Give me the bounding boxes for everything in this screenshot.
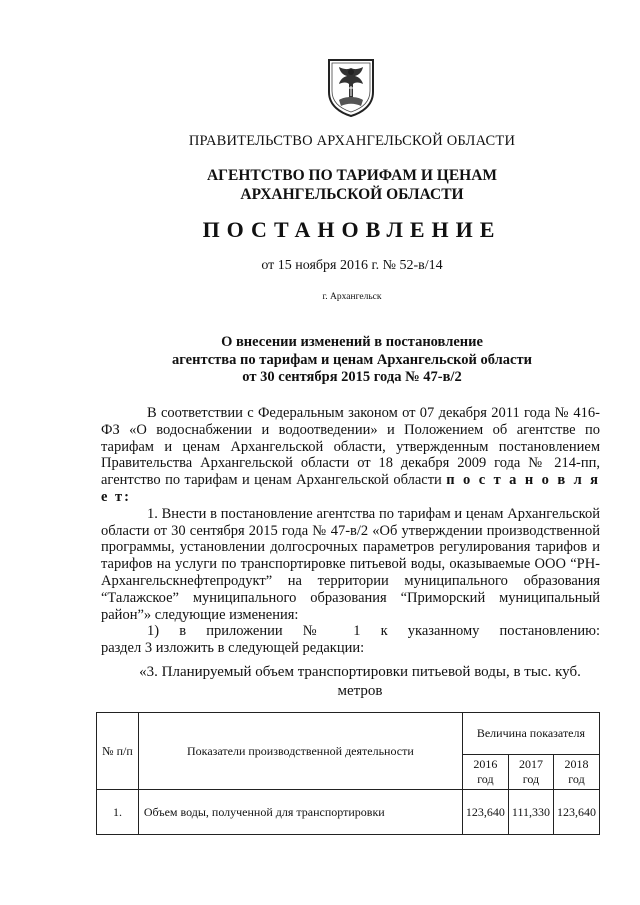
subject-line2: агентства по тарифам и ценам Архангельской области <box>172 351 532 368</box>
header-year: 2017 год <box>508 755 553 790</box>
row-value: 123,640 <box>462 790 508 835</box>
document-body <box>101 405 600 657</box>
coat-of-arms-icon <box>325 56 377 118</box>
row-value: 123,640 <box>554 790 600 835</box>
row-name: Объем воды, полученной для транспортировки <box>138 790 462 835</box>
subject-line1: О внесении изменений в постановление <box>221 334 483 350</box>
agency-name <box>0 166 640 204</box>
table-header-row <box>97 713 600 755</box>
table-row <box>97 790 600 835</box>
header-indicators: Показатели производственной деятельности <box>138 713 462 790</box>
header-year: 2018 год <box>554 755 600 790</box>
document-subject <box>0 334 640 387</box>
header-year: 2016 год <box>462 755 508 790</box>
body-paragraph-2: 1. Внести в постановление агентства по тарифам и ценам Архангельской области от 30 сентября 2015 года № 47-в/2 «Об утверждении производственной программы, установлении долгосрочных параметров регулирования тарифов и тарифов на услуги по транспортировке питьевой воды, оказываемые ООО “РН-Архангельскнефтепродукт” на территории муниципального образования “Талажское” муниципального образования “Приморский муниципальный район”» следующие изменения: <box>101 505 600 623</box>
resolution-keyword: п о с т а н о в л я е т: <box>101 472 601 505</box>
agency-name-line1: АГЕНТСТВО ПО ТАРИФАМ И ЦЕНАМ <box>206 167 498 184</box>
body-paragraph-1 <box>101 405 600 506</box>
subject-line3: от 30 сентября 2015 года № 47-в/2 <box>242 369 462 385</box>
header-value: Величина показателя <box>462 713 599 755</box>
government-name: ПРАВИТЕЛЬСТВО АРХАНГЕЛЬСКОЙ ОБЛАСТИ <box>188 133 516 149</box>
body-paragraph-3: 1) в приложении № 1 к указанному постановлению: <box>147 623 600 640</box>
agency-name-line2: АРХАНГЕЛЬСКОЙ ОБЛАСТИ <box>240 186 464 203</box>
body-paragraph-4: раздел 3 изложить в следующей редакции: <box>101 640 365 657</box>
paragraph-1-text: В соответствии с Федеральным законом от 07 декабря 2011 года № 416-ФЗ «О водоснабжении и водоотведении» и Положением об агентстве по тарифам и ценам Архангельской области, утвержденным постановлением Правительства Архангельской области от 18 декабря 2009 года № 214-пп, агентство по тарифам и ценам Архангельской области <box>101 405 600 489</box>
row-num: 1. <box>97 790 139 835</box>
document-type: ПОСТАНОВЛЕНИЕ <box>202 217 502 242</box>
document-city: г. Архангельск <box>322 292 382 302</box>
document-date-number: от 15 ноября 2016 г. № 52-в/14 <box>261 258 443 273</box>
section-title: «3. Планируемый объем транспортировки питьевой воды, в тыс. куб. метров <box>139 664 581 699</box>
indicators-table <box>96 712 600 835</box>
row-value: 111,330 <box>508 790 553 835</box>
header-num: № п/п <box>97 713 139 790</box>
